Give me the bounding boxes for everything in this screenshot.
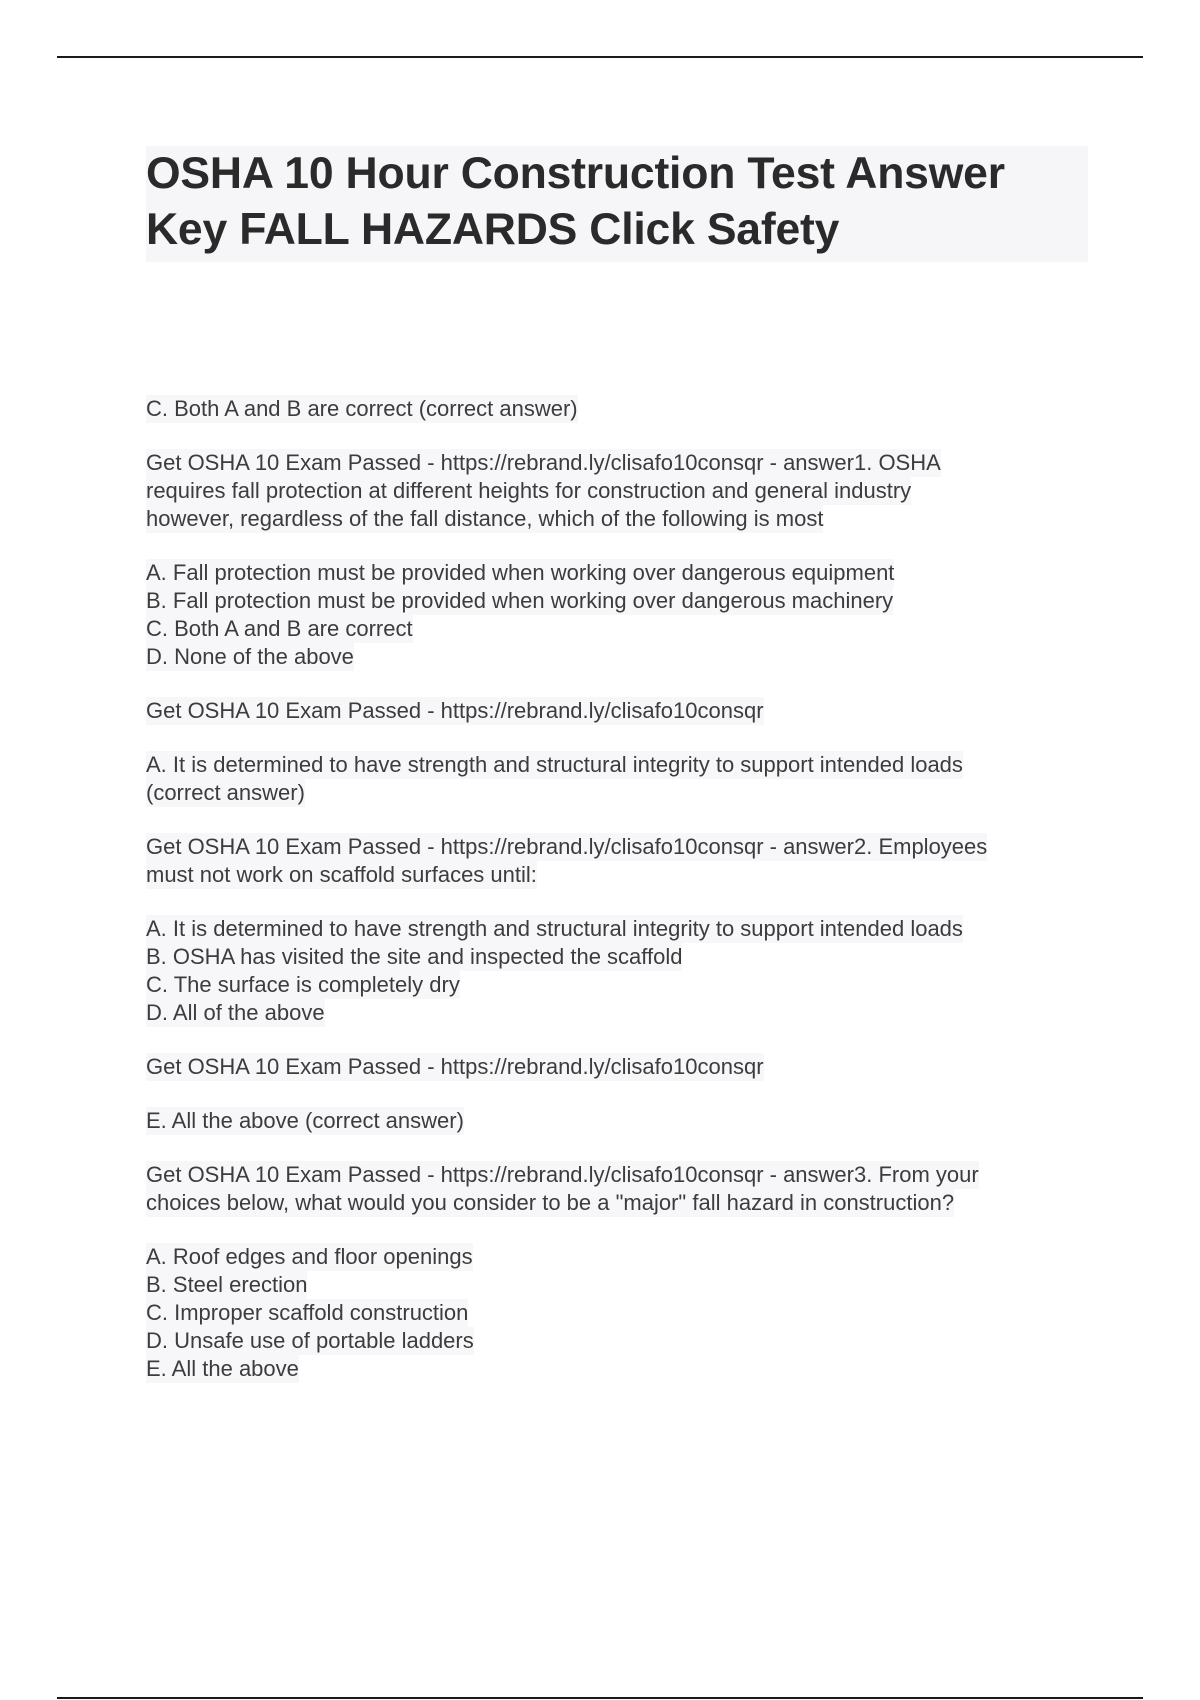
options-block	[146, 915, 1086, 1027]
question-line: Get OSHA 10 Exam Passed - https://rebrand.ly/clisafo10consqr - answer3. From your	[146, 1162, 979, 1187]
option-line: D. All of the above	[146, 1000, 325, 1025]
question-line: requires fall protection at different heights for construction and general industry	[146, 478, 912, 503]
option-line: E. All the above	[146, 1356, 299, 1381]
option-line: D. None of the above	[146, 644, 354, 669]
answer-block	[146, 1107, 1086, 1135]
question-line: however, regardless of the fall distance, which of the following is most	[146, 506, 824, 531]
document-body	[146, 395, 1086, 1409]
link-block	[146, 1053, 1086, 1081]
question-line: choices below, what would you consider to be a "major" fall hazard in construction?	[146, 1190, 955, 1215]
answer-line: A. It is determined to have strength and structural integrity to support intended loads	[146, 752, 963, 777]
answer-line: (correct answer)	[146, 780, 305, 805]
option-line: D. Unsafe use of portable ladders	[146, 1328, 474, 1353]
answer-block	[146, 751, 1086, 807]
options-block	[146, 1243, 1086, 1383]
option-line: A. Fall protection must be provided when working over dangerous equipment	[146, 560, 895, 585]
link-block	[146, 697, 1086, 725]
options-block	[146, 559, 1086, 671]
question-block	[146, 449, 1086, 533]
question-line: must not work on scaffold surfaces until:	[146, 862, 537, 887]
option-line: C. Both A and B are correct	[146, 616, 413, 641]
answer-line: E. All the above (correct answer)	[146, 1108, 464, 1133]
option-line: B. Fall protection must be provided when working over dangerous machinery	[146, 588, 894, 613]
question-block	[146, 1161, 1086, 1217]
option-line: B. Steel erection	[146, 1272, 308, 1297]
answer-line: C. Both A and B are correct (correct answer)	[146, 396, 578, 421]
option-line: C. The surface is completely dry	[146, 972, 460, 997]
question-line: Get OSHA 10 Exam Passed - https://rebrand.ly/clisafo10consqr - answer1. OSHA	[146, 450, 941, 475]
link-line: Get OSHA 10 Exam Passed - https://rebrand.ly/clisafo10consqr	[146, 1054, 764, 1079]
link-line: Get OSHA 10 Exam Passed - https://rebrand.ly/clisafo10consqr	[146, 698, 764, 723]
top-rule	[57, 56, 1143, 58]
question-block	[146, 833, 1086, 889]
option-line: A. It is determined to have strength and structural integrity to support intended loads	[146, 916, 963, 941]
bottom-rule	[57, 1697, 1143, 1699]
question-line: Get OSHA 10 Exam Passed - https://rebrand.ly/clisafo10consqr - answer2. Employees	[146, 834, 988, 859]
answer-block	[146, 395, 1086, 423]
title-line-2: Key FALL HAZARDS Click Safety	[146, 205, 840, 254]
title-line-1: OSHA 10 Hour Construction Test Answer	[146, 149, 1005, 198]
title-block	[146, 146, 1088, 262]
option-line: B. OSHA has visited the site and inspected the scaffold	[146, 944, 683, 969]
option-line: C. Improper scaffold construction	[146, 1300, 469, 1325]
page-title	[146, 146, 1088, 258]
option-line: A. Roof edges and floor openings	[146, 1244, 473, 1269]
